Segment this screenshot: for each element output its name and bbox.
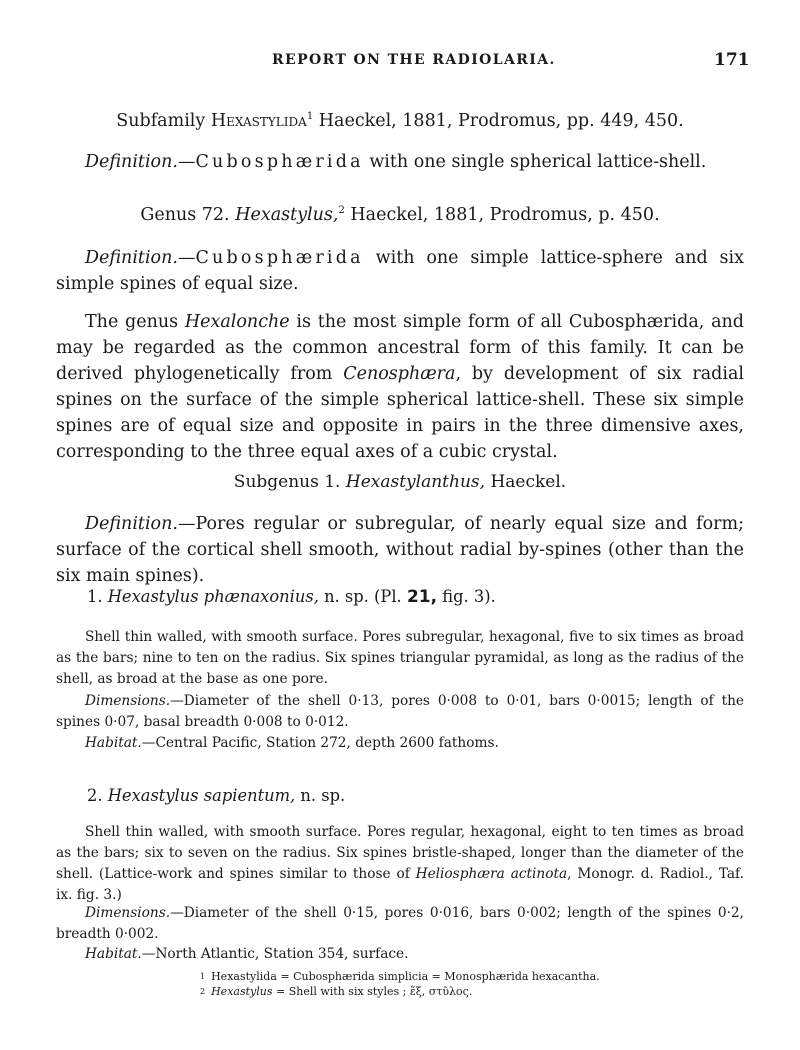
subgenus-name: Hexastylanthus, xyxy=(345,472,486,492)
species-name: Hexastylus sapientum, xyxy=(107,786,296,805)
plate-number: 21, xyxy=(406,587,438,607)
genus-definition: Definition.—Cubosphærida with one simple lattice-sphere and six simple spines of equal size. xyxy=(56,248,744,294)
species-heading: 1. Hexastylus phænaxonius, n. sp. (Pl. 21, fig. 3). xyxy=(87,587,496,607)
genus-note-paragraph: The genus Hexalonche is the most simple form of all Cubosphærida, and may be regarded as the common ancestral form of this family. It can be derived phylogenetically from Cenosphæra, by development of six radial spines on the surface of the simple spherical lattice-shell. These six simple spines are of equal size and opposite in pairs in the three dimensive axes, corresponding to the three equal axes of a cubic crystal. xyxy=(56,312,744,462)
plate-reference: (Pl. 21, fig. 3). xyxy=(374,587,496,607)
genus-footnote-ref: 2 xyxy=(338,205,345,217)
genus-name: Hexastylus, xyxy=(235,205,339,225)
subgenus-heading xyxy=(0,472,800,492)
genus-heading xyxy=(0,205,800,225)
subfamily-footnote-ref: 1 xyxy=(306,111,314,123)
definition-label: Definition. xyxy=(85,514,178,534)
taxon-hexalonche: Hexalonche xyxy=(184,312,290,332)
subfamily-prefix: Subfamily xyxy=(116,111,206,131)
footnotes xyxy=(200,969,760,999)
subfamily-heading xyxy=(0,111,800,131)
subgenus-author: Haeckel. xyxy=(490,472,567,492)
dimensions-label: Dimensions. xyxy=(85,905,171,921)
genus-prefix: Genus 72. xyxy=(140,205,230,225)
subfamily-name: Hexastylida xyxy=(210,111,307,131)
species-dimensions: Dimensions.—Diameter of the shell 0·15, pores 0·016, bars 0·002; length of the spines 0·2, breadth 0·002. xyxy=(56,905,744,942)
species-description: Shell thin walled, with smooth surface. Pores regular, hexagonal, eight to ten times as broad as the bars; six to seven on the radius. Six spines bristle-shaped, longer than the diameter of the shell. (Lattice-work and spines similar to those of Heliosphæra actinota, Monogr. d. Radiol., Taf. ix. fig. 3.) xyxy=(56,824,744,903)
species-dimensions: Dimensions.—Diameter of the shell 0·13, pores 0·008 to 0·01, bars 0·0015; length of the spines 0·07, basal breadth 0·008 to 0·012. xyxy=(56,693,744,730)
footnote: $^1$ Hexastylida = Cubosphærida simplicia = Monosphærida hexacantha. xyxy=(200,970,600,983)
footnote: $^2$ Hexastylus = Shell with six styles ; ἕξ, στῦλος. xyxy=(200,985,473,998)
species-name: Hexastylus phænaxonius, xyxy=(107,587,319,606)
subfamily-definition: Definition.—Cubosphærida with one single spherical lattice-shell. xyxy=(85,152,707,172)
subgenus-definition: Definition.—Pores regular or subregular, of nearly equal size and form; surface of the cortical shell smooth, without radial by-spines (other than the six main spines). xyxy=(56,514,744,586)
definition-taxon: Cubosphærida xyxy=(195,152,364,172)
running-header xyxy=(0,52,800,72)
dimensions-label: Dimensions. xyxy=(85,693,171,709)
genus-citation: Haeckel, 1881, Prodromus, p. 450. xyxy=(350,205,660,225)
page-number: 171 xyxy=(714,50,750,70)
taxon-cenosphaera: Cenosphæra xyxy=(343,364,456,384)
habitat-label: Habitat. xyxy=(85,946,142,962)
running-title: REPORT ON THE RADIOLARIA. xyxy=(272,52,556,68)
subfamily-citation: Haeckel, 1881, Prodromus, pp. 449, 450. xyxy=(318,111,684,131)
definition-taxon: Cubosphærida xyxy=(195,248,364,268)
taxon-heliosphaera: Heliosphæra actinota xyxy=(415,866,568,882)
habitat-label: Habitat. xyxy=(85,735,142,751)
species-description: Shell thin walled, with smooth surface. Pores subregular, hexagonal, five to six times as broad as the bars; nine to ten on the radius. Six spines triangular pyramidal, as long as the radius of the shell, as broad at the base as one pore. xyxy=(56,629,744,687)
subgenus-prefix: Subgenus 1. xyxy=(233,472,341,492)
species-heading: 2. Hexastylus sapientum, n. sp. xyxy=(87,786,346,805)
definition-label: Definition. xyxy=(85,152,178,172)
definition-label: Definition. xyxy=(85,248,178,268)
species-habitat: Habitat.—Central Pacific, Station 272, depth 2600 fathoms. xyxy=(85,735,499,751)
species-habitat: Habitat.—North Atlantic, Station 354, surface. xyxy=(85,946,409,962)
